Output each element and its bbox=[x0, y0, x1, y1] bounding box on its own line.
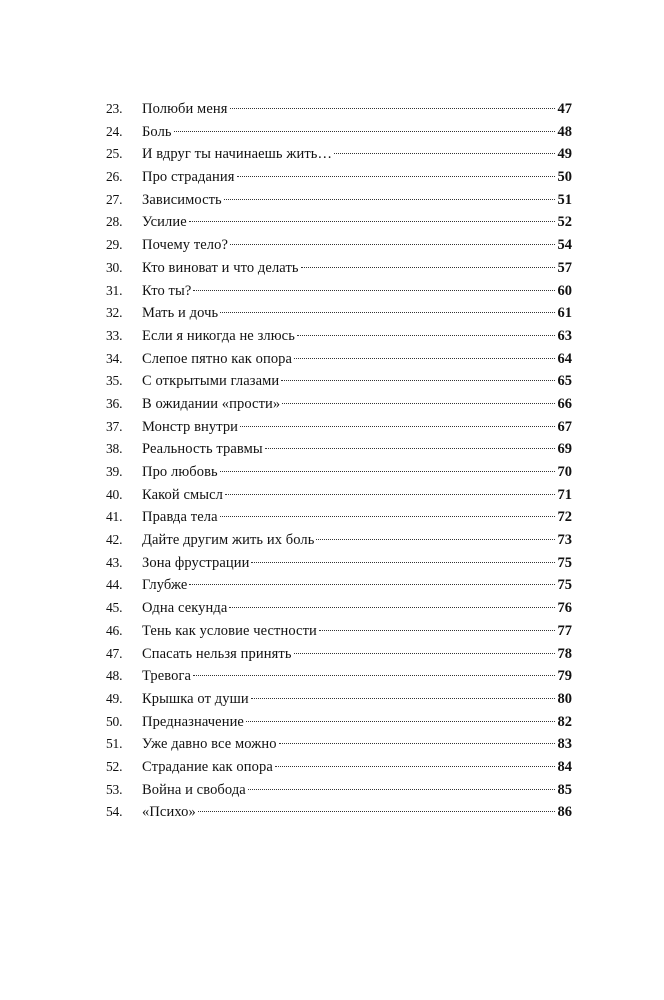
entry-number: 39. bbox=[106, 464, 123, 479]
entry-page-number: 50 bbox=[557, 169, 572, 186]
toc-entry bbox=[106, 711, 572, 734]
entry-title: Спасать нельзя принять bbox=[142, 645, 292, 662]
toc-entry bbox=[106, 211, 572, 234]
dot-leader bbox=[275, 766, 555, 767]
entry-title: Тревога bbox=[142, 668, 192, 685]
entry-title: Одна секунда bbox=[142, 600, 228, 617]
entry-number: 51. bbox=[106, 736, 123, 752]
dot-leader bbox=[297, 335, 555, 336]
entry-title: Тень как условие честности bbox=[142, 622, 317, 639]
dot-leader bbox=[251, 562, 554, 563]
entry-number: 36. bbox=[106, 395, 123, 411]
dot-leader bbox=[193, 290, 554, 291]
entry-page-number: 75 bbox=[557, 577, 572, 594]
toc-entry bbox=[106, 325, 572, 348]
dot-leader bbox=[230, 108, 555, 109]
entry-number: 29. bbox=[106, 237, 123, 253]
entry-title: Полюби меня bbox=[142, 101, 228, 117]
entry-number: 28. bbox=[106, 214, 123, 230]
entry-number: 53. bbox=[106, 781, 123, 797]
entry-title: Какой смысл bbox=[142, 486, 223, 503]
dot-leader bbox=[220, 312, 554, 313]
entry-title: С открытыми глазами bbox=[142, 373, 280, 390]
entry-title: Уже давно все можно bbox=[142, 736, 277, 753]
dot-leader bbox=[220, 471, 555, 472]
entry-page-number: 64 bbox=[557, 350, 572, 367]
entry-title: Дайте другим жить их боль bbox=[142, 532, 315, 549]
entry-title: Зависимость bbox=[142, 191, 222, 208]
entry-number: 48. bbox=[106, 668, 123, 684]
entry-number: 52. bbox=[106, 758, 123, 774]
toc-entry bbox=[106, 733, 572, 756]
entry-title: Реальность травмы bbox=[142, 441, 263, 458]
entry-page-number: 66 bbox=[557, 395, 572, 412]
toc-entry bbox=[106, 393, 572, 416]
entry-page-number: 49 bbox=[557, 146, 572, 163]
entry-page-number: 60 bbox=[557, 282, 572, 299]
dot-leader bbox=[248, 789, 555, 790]
entry-page-number: 73 bbox=[557, 532, 572, 549]
entry-number: 23. bbox=[106, 101, 123, 116]
entry-number: 24. bbox=[106, 123, 123, 139]
dot-leader bbox=[198, 811, 555, 812]
toc-entry bbox=[106, 620, 572, 643]
entry-number: 35. bbox=[106, 373, 123, 389]
dot-leader bbox=[246, 721, 555, 722]
dot-leader bbox=[220, 516, 555, 517]
entry-page-number: 47 bbox=[557, 101, 572, 117]
entry-page-number: 76 bbox=[557, 600, 572, 617]
toc-entry bbox=[106, 597, 572, 620]
toc-entry bbox=[106, 166, 572, 189]
toc-entry bbox=[106, 143, 572, 166]
entry-number: 40. bbox=[106, 486, 123, 502]
toc-entry bbox=[106, 348, 572, 371]
toc-entry bbox=[106, 257, 572, 280]
toc-entry bbox=[106, 234, 572, 257]
toc-entry bbox=[106, 552, 572, 575]
entry-title: И вдруг ты начинаешь жить… bbox=[142, 146, 333, 163]
entry-number: 44. bbox=[106, 577, 123, 593]
entry-page-number: 67 bbox=[557, 418, 572, 435]
entry-page-number: 85 bbox=[557, 781, 572, 798]
dot-leader bbox=[230, 244, 554, 245]
entry-page-number: 72 bbox=[557, 509, 572, 526]
entry-title: Почему тело? bbox=[142, 237, 229, 254]
entry-title: Слепое пятно как опора bbox=[142, 350, 293, 367]
toc-entry bbox=[106, 98, 572, 121]
entry-title: Страдание как опора bbox=[142, 758, 273, 775]
entry-title: Кто виноват и что делать bbox=[142, 259, 299, 276]
dot-leader bbox=[319, 630, 555, 631]
entry-page-number: 80 bbox=[557, 690, 572, 707]
dot-leader bbox=[294, 653, 555, 654]
entry-number: 46. bbox=[106, 622, 123, 638]
dot-leader bbox=[279, 743, 555, 744]
dot-leader bbox=[174, 131, 555, 132]
dot-leader bbox=[265, 448, 555, 449]
entry-page-number: 84 bbox=[557, 758, 572, 775]
entry-number: 42. bbox=[106, 532, 123, 548]
entry-title: Правда тела bbox=[142, 509, 218, 526]
toc-entry bbox=[106, 370, 572, 393]
dot-leader bbox=[193, 675, 554, 676]
dot-leader bbox=[240, 426, 554, 427]
entry-title: Усилие bbox=[142, 214, 187, 231]
entry-title: Зона фрустрации bbox=[142, 554, 250, 571]
dot-leader bbox=[294, 358, 554, 359]
toc-entry bbox=[106, 506, 572, 529]
entry-number: 49. bbox=[106, 690, 123, 706]
entry-page-number: 70 bbox=[557, 464, 572, 480]
dot-leader bbox=[229, 607, 554, 608]
entry-number: 45. bbox=[106, 600, 123, 616]
toc-entry bbox=[106, 416, 572, 439]
entry-page-number: 63 bbox=[557, 327, 572, 344]
toc-entry bbox=[106, 461, 572, 484]
entry-number: 34. bbox=[106, 350, 123, 366]
entry-number: 27. bbox=[106, 191, 123, 207]
entry-number: 54. bbox=[106, 804, 123, 820]
toc-entry bbox=[106, 801, 572, 824]
entry-page-number: 71 bbox=[557, 486, 572, 503]
entry-number: 37. bbox=[106, 418, 123, 434]
entry-title: «Психо» bbox=[142, 804, 196, 821]
dot-leader bbox=[281, 380, 554, 381]
entry-title: Боль bbox=[142, 123, 172, 140]
dot-leader bbox=[251, 698, 555, 699]
dot-leader bbox=[224, 199, 555, 200]
toc-entry bbox=[106, 665, 572, 688]
entry-page-number: 86 bbox=[557, 804, 572, 821]
entry-title: В ожидании «прости» bbox=[142, 395, 281, 412]
toc-entry bbox=[106, 280, 572, 303]
toc-entry bbox=[106, 302, 572, 325]
toc-entry bbox=[106, 688, 572, 711]
entry-number: 25. bbox=[106, 146, 123, 162]
toc-entry bbox=[106, 484, 572, 507]
entry-title: Монстр внутри bbox=[142, 418, 239, 435]
entry-page-number: 79 bbox=[557, 668, 572, 685]
entry-page-number: 77 bbox=[557, 622, 572, 639]
dot-leader bbox=[334, 153, 554, 154]
dot-leader bbox=[301, 267, 555, 268]
toc-entry bbox=[106, 779, 572, 802]
entry-page-number: 82 bbox=[557, 713, 572, 730]
entry-title: Кто ты? bbox=[142, 282, 192, 299]
entry-page-number: 65 bbox=[557, 373, 572, 390]
entry-page-number: 78 bbox=[557, 645, 572, 662]
entry-page-number: 57 bbox=[557, 259, 572, 276]
entry-number: 33. bbox=[106, 327, 123, 343]
entry-number: 30. bbox=[106, 259, 123, 275]
entry-title: Крышка от души bbox=[142, 690, 249, 707]
entry-title: Про любовь bbox=[142, 464, 218, 480]
entry-title: Про страдания bbox=[142, 169, 235, 186]
entry-title: Если я никогда не злюсь bbox=[142, 327, 295, 344]
toc-entry bbox=[106, 438, 572, 461]
entry-number: 32. bbox=[106, 305, 123, 321]
entry-page-number: 52 bbox=[557, 214, 572, 231]
entry-page-number: 75 bbox=[557, 554, 572, 571]
entry-page-number: 54 bbox=[557, 237, 572, 254]
entry-number: 50. bbox=[106, 713, 123, 729]
entry-number: 41. bbox=[106, 509, 123, 525]
dot-leader bbox=[225, 494, 555, 495]
entry-page-number: 61 bbox=[557, 305, 572, 322]
toc-entry bbox=[106, 121, 572, 144]
entry-page-number: 48 bbox=[557, 123, 572, 140]
entry-title: Мать и дочь bbox=[142, 305, 219, 322]
entry-page-number: 51 bbox=[557, 191, 572, 208]
entry-title: Глубже bbox=[142, 577, 188, 594]
toc-entry bbox=[106, 574, 572, 597]
entry-title: Предназначение bbox=[142, 713, 244, 730]
dot-leader bbox=[237, 176, 555, 177]
toc-entry bbox=[106, 189, 572, 212]
entry-title: Война и свобода bbox=[142, 781, 246, 798]
dot-leader bbox=[189, 584, 554, 585]
table-of-contents bbox=[106, 98, 572, 824]
entry-number: 31. bbox=[106, 282, 123, 298]
entry-number: 47. bbox=[106, 645, 123, 661]
entry-number: 38. bbox=[106, 441, 123, 457]
entry-number: 26. bbox=[106, 169, 123, 185]
entry-number: 43. bbox=[106, 554, 123, 570]
toc-entry bbox=[106, 756, 572, 779]
dot-leader bbox=[189, 221, 555, 222]
dot-leader bbox=[316, 539, 554, 540]
dot-leader bbox=[282, 403, 554, 404]
toc-entry bbox=[106, 529, 572, 552]
entry-page-number: 83 bbox=[557, 736, 572, 753]
entry-page-number: 69 bbox=[557, 441, 572, 458]
toc-entry bbox=[106, 643, 572, 666]
